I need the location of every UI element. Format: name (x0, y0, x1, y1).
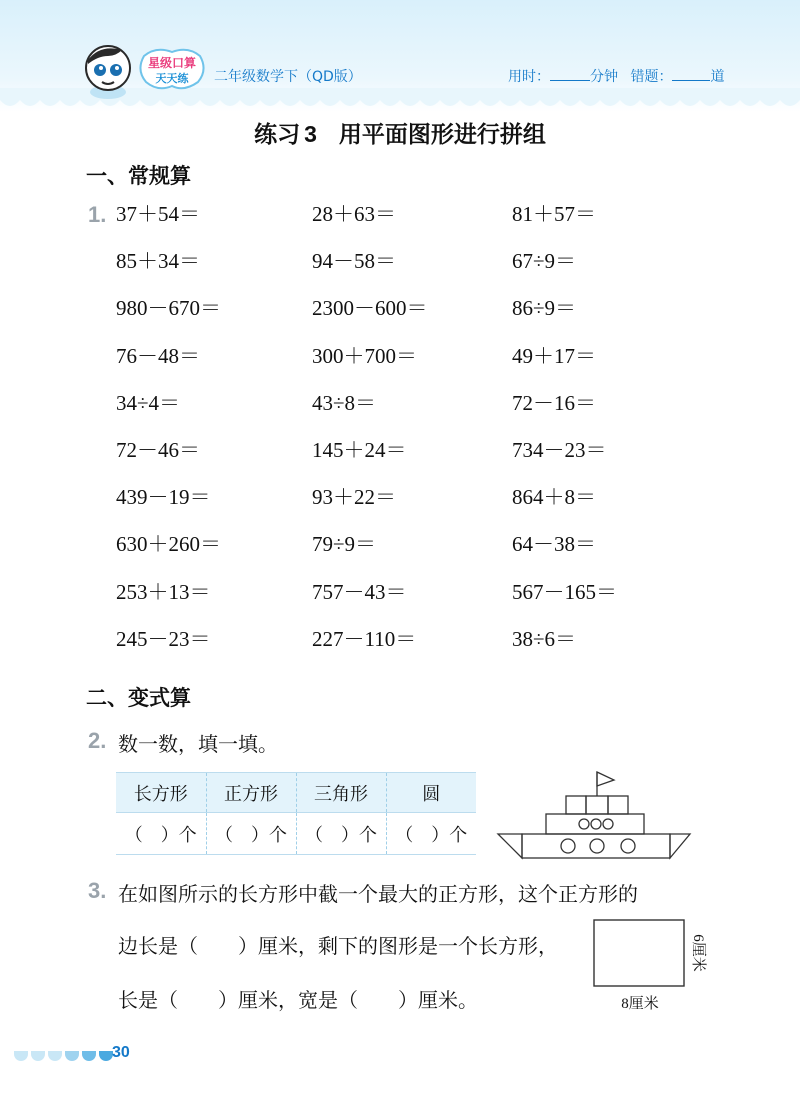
ship-cabin-square (586, 796, 608, 814)
problem: 94－58＝ (312, 249, 396, 274)
height-label: 6厘米 (690, 934, 706, 972)
problem: 72－46＝ (116, 437, 200, 462)
ship-window-circle (591, 819, 601, 829)
mascot-icon (78, 42, 138, 100)
ship-flag-triangle (597, 772, 614, 786)
page-header (0, 0, 800, 112)
lesson-prefix: 练习 (254, 122, 301, 148)
problem: 28＋63＝ (312, 202, 396, 226)
page-number: 30 (112, 1044, 130, 1061)
ship-porthole-circle (561, 839, 575, 853)
answer-circle[interactable]: （ ）个 (386, 813, 476, 855)
lesson-title (0, 116, 800, 149)
rectangle-figure (588, 912, 718, 1022)
problem: 567－165＝ (512, 579, 617, 604)
problem: 93＋22＝ (312, 485, 396, 510)
header-triangle: 三角形 (296, 773, 386, 813)
section-heading-regular: 一、常规算 (86, 164, 191, 188)
problem: 37＋54＝ (116, 202, 200, 226)
footer-dot (14, 1051, 28, 1061)
width-label: 8厘米 (621, 996, 659, 1012)
question-2-text: 数一数，填一填。 (118, 732, 278, 756)
problem: 630＋260＝ (116, 532, 221, 557)
errors-unit: 道 (710, 69, 725, 85)
brand-top-text: 星级口算 (147, 56, 196, 70)
problem: 38÷6＝ (512, 626, 577, 651)
answer-triangle[interactable]: （ ）个 (296, 813, 386, 855)
time-tracker (508, 66, 724, 86)
question-number-2: 2. (88, 728, 107, 753)
problem: 734－23＝ (512, 437, 607, 462)
ship-porthole-circle (621, 839, 635, 853)
section-heading-variant: 二、变式算 (86, 686, 191, 710)
ship-porthole-circle (590, 839, 604, 853)
rectangle-shape (594, 920, 684, 986)
shape-count-table (116, 772, 476, 855)
errors-label: 错题： (630, 69, 673, 85)
problem: 79÷9＝ (312, 532, 377, 557)
problem: 245－23＝ (116, 626, 211, 651)
question-3-line-2: 边长是（ ）厘米，剩下的图形是一个长方形， (118, 934, 558, 958)
problem: 67÷9＝ (512, 249, 577, 274)
problem: 72－16＝ (512, 390, 596, 415)
footer-dot (82, 1051, 96, 1061)
brand-bottom-text: 天天练 (155, 72, 189, 85)
footer-decoration (14, 1046, 116, 1062)
problem: 86÷9＝ (512, 296, 577, 321)
footer-dot (99, 1051, 113, 1061)
brand-logo (136, 46, 208, 92)
ship-cabin-square (608, 796, 628, 814)
time-blank[interactable] (550, 67, 590, 81)
problem: 64－38＝ (512, 532, 596, 557)
problem: 43÷8＝ (312, 390, 377, 415)
question-number-1: 1. (88, 202, 107, 227)
problem: 76－48＝ (116, 343, 200, 368)
ship-window-circle (579, 819, 589, 829)
ship-deck-rectangle (546, 814, 644, 834)
question-3-line-3: 长是（ ）厘米，宽是（ ）厘米。 (118, 988, 478, 1012)
question-number-3: 3. (88, 878, 107, 903)
minute-label: 分钟 (590, 69, 618, 85)
lesson-name: 用平面图形进行拼组 (338, 122, 546, 148)
problem: 439－19＝ (116, 485, 211, 510)
answer-rectangle[interactable]: （ ）个 (116, 813, 206, 855)
answer-square[interactable]: （ ）个 (206, 813, 296, 855)
problem: 81＋57＝ (512, 202, 596, 226)
footer-dot (31, 1051, 45, 1061)
problem: 300＋700＝ (312, 343, 417, 368)
ship-stern-triangle (670, 834, 690, 858)
book-title: 二年级数学下（QD版） (214, 69, 362, 85)
footer-dot (48, 1051, 62, 1061)
header-square: 正方形 (206, 773, 296, 813)
footer-dot (65, 1051, 79, 1061)
problem: 34÷4＝ (116, 390, 181, 415)
header-rectangle: 长方形 (116, 773, 206, 813)
problem: 49＋17＝ (512, 343, 596, 368)
ship-cabin-square (566, 796, 586, 814)
question-3-line-1: 在如图所示的长方形中截一个最大的正方形，这个正方形的 (118, 882, 638, 906)
ship-bow-triangle (498, 834, 522, 858)
problem: 227－110＝ (312, 626, 417, 651)
lesson-number: 3 (304, 121, 317, 147)
ship-figure (494, 764, 694, 864)
problem: 864＋8＝ (512, 485, 596, 510)
arithmetic-grid (116, 200, 716, 672)
header-circle: 圆 (386, 773, 476, 813)
ship-hull-rectangle (522, 834, 670, 858)
problem: 145＋24＝ (312, 437, 407, 462)
problem: 253＋13＝ (116, 579, 211, 604)
problem: 757－43＝ (312, 579, 407, 604)
ship-window-circle (603, 819, 613, 829)
errors-blank[interactable] (672, 67, 710, 81)
problem: 85＋34＝ (116, 249, 200, 274)
time-label: 用时： (508, 69, 550, 85)
problem: 2300－600＝ (312, 296, 428, 321)
problem: 980－670＝ (116, 296, 221, 321)
